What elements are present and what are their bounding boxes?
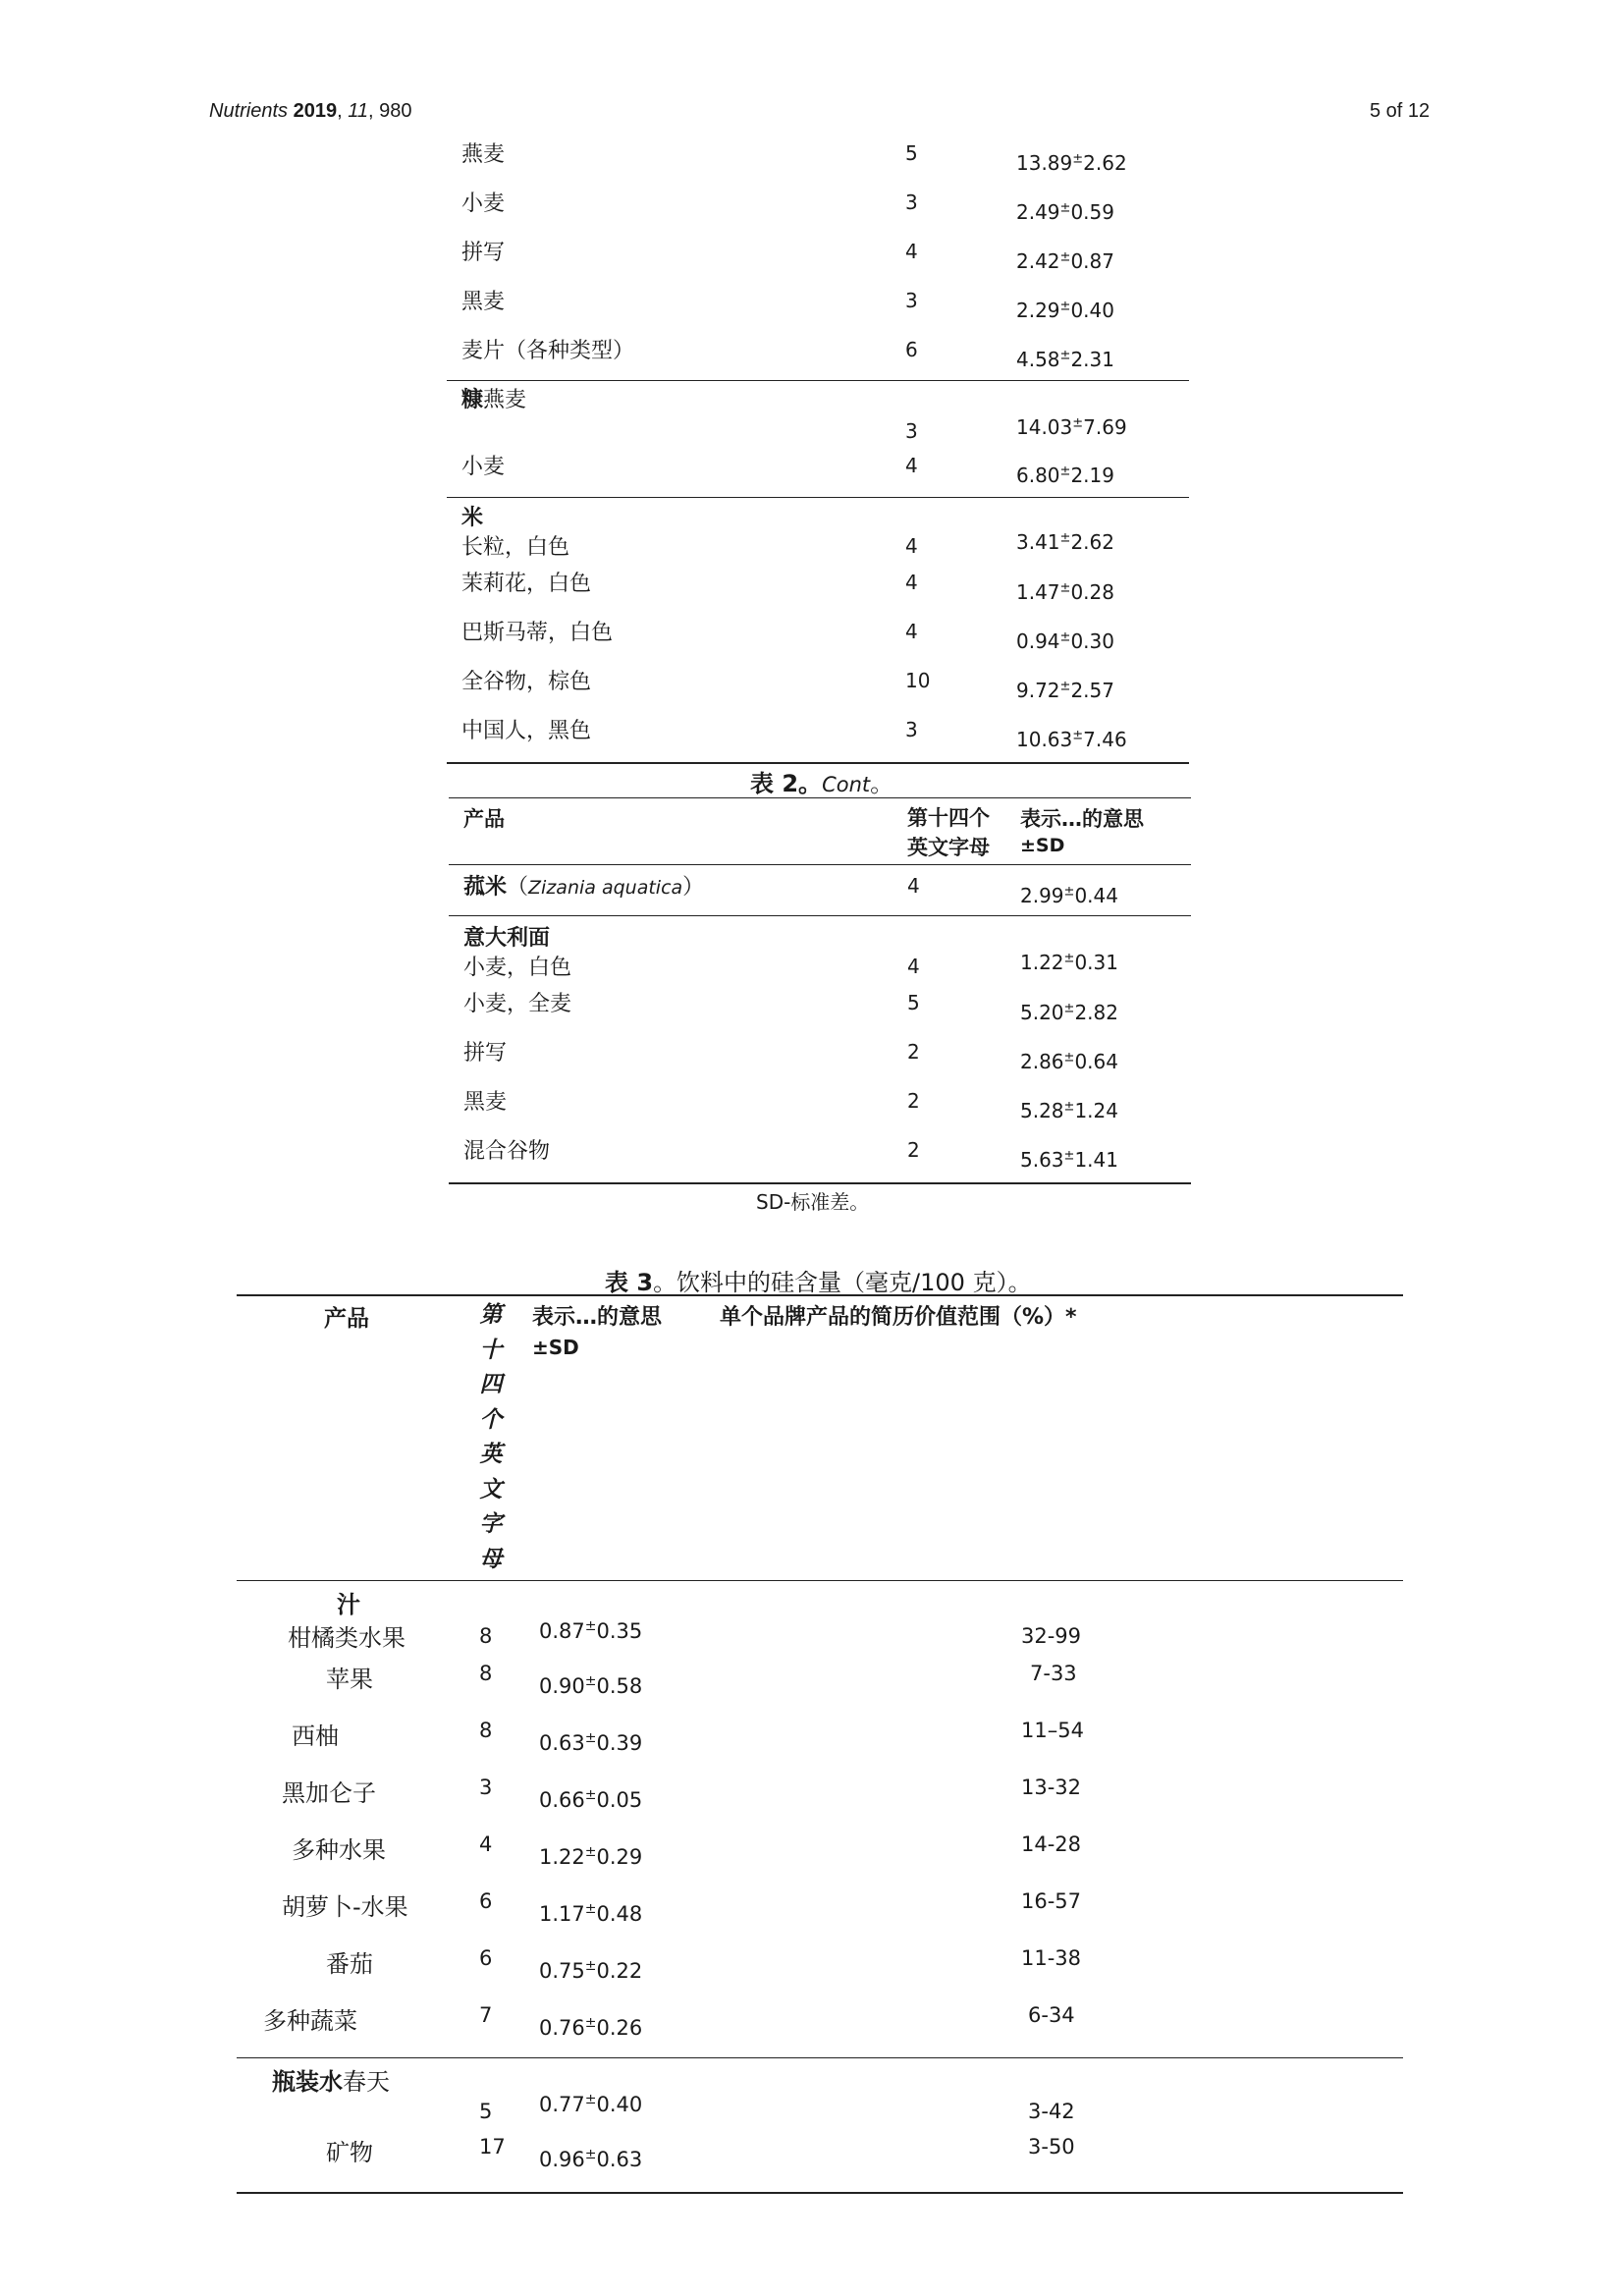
table-row	[237, 1774, 1403, 1829]
table-row	[237, 1717, 1403, 1772]
journal-volume: 11	[348, 100, 368, 122]
mean-sd-cell: 2.42±0.87	[1016, 249, 1114, 273]
n-cell: 5	[905, 141, 918, 165]
product-cell: 黑麦	[463, 1090, 508, 1115]
col-header-mean: 表示…的意思	[1020, 807, 1144, 831]
product-cell: 黑麦	[461, 290, 506, 314]
table-rule	[447, 497, 1189, 498]
table-rule	[237, 1294, 1403, 1296]
journal-year: 2019	[293, 100, 338, 122]
range-cell: 11–54	[1021, 1719, 1084, 1742]
n-cell: 8	[479, 1719, 493, 1742]
n-cell: 3	[905, 289, 918, 312]
n-cell: 6	[479, 1889, 493, 1913]
n-cell: 4	[907, 955, 920, 978]
mean-sd-cell: 1.17±0.48	[539, 1901, 643, 1926]
n-cell: 10	[905, 669, 931, 692]
product-cell: 长粒，白色	[461, 535, 570, 560]
n-cell: 4	[905, 534, 918, 558]
range-cell: 3-50	[1028, 2135, 1075, 2159]
mean-sd-cell: 2.99±0.44	[1020, 884, 1118, 907]
n-cell: 4	[905, 454, 918, 477]
table3-header	[237, 1300, 1403, 1575]
mean-sd-cell: 0.90±0.58	[539, 1673, 643, 1698]
mean-sd-cell: 5.28±1.24	[1020, 1099, 1118, 1122]
range-cell: 14-28	[1021, 1832, 1082, 1856]
product-cell: 多种蔬菜	[263, 2007, 357, 2035]
table-rule	[449, 915, 1191, 916]
n-cell: 4	[479, 1832, 493, 1856]
n-cell: 7	[479, 2003, 493, 2027]
n-cell: 6	[479, 1946, 493, 1970]
mean-sd-cell: 9.72±2.57	[1016, 679, 1114, 702]
mean-sd-cell: 10.63±7.46	[1016, 728, 1127, 751]
mean-sd-cell: 1.22±0.29	[539, 1844, 643, 1869]
product-cell: 矿物	[326, 2139, 373, 2166]
mean-sd-cell: 0.76±0.26	[539, 2015, 643, 2040]
table-rule	[449, 797, 1191, 798]
product-cell: 巴斯马蒂，白色	[461, 621, 614, 645]
mean-sd-cell: 3.41±2.62	[1016, 530, 1114, 554]
mean-sd-cell: 2.29±0.40	[1016, 299, 1114, 322]
mean-sd-cell: 0.66±0.05	[539, 1787, 643, 1812]
range-cell: 3-42	[1028, 2100, 1075, 2123]
table-rule	[449, 864, 1191, 865]
product-cell: 小麦，全麦	[463, 992, 572, 1016]
product-cell: 混合谷物	[463, 1139, 551, 1164]
product-cell: 燕麦	[461, 142, 506, 167]
range-cell: 7-33	[1030, 1662, 1077, 1685]
mean-sd-cell: 13.89±2.62	[1016, 151, 1127, 175]
mean-sd-cell: 4.58±2.31	[1016, 348, 1114, 371]
page-number: 5 of 12	[1370, 100, 1431, 122]
mean-sd-cell: 0.94±0.30	[1016, 629, 1114, 653]
n-cell: 2	[907, 1089, 920, 1113]
table-row	[237, 1831, 1403, 1886]
table-row	[237, 2001, 1403, 2056]
journal-name: Nutrients	[209, 100, 289, 122]
product-cell: 黑加仑子	[282, 1779, 376, 1807]
table2-cont-caption: 表 2。Cont。	[750, 770, 894, 797]
group-label: 糠燕麦	[461, 388, 527, 412]
product-cell: 拼写	[461, 241, 506, 265]
table-rule	[237, 2057, 1403, 2058]
journal-pages: 980	[379, 100, 412, 122]
col-header-mean: 表示…的意思	[532, 1305, 663, 1330]
mean-sd-cell: 2.86±0.64	[1020, 1050, 1118, 1073]
col-header-n-vertical: 第 十 四 个 英 文 字 母	[479, 1302, 503, 1572]
n-cell: 4	[907, 874, 920, 898]
product-cell: 西柚	[292, 1722, 339, 1750]
n-cell: 8	[479, 1662, 493, 1685]
col-header-range: 单个品牌产品的简历价值范围（%）*	[720, 1305, 1077, 1330]
product-cell: 小麦	[461, 455, 506, 479]
mean-sd-cell: 0.96±0.63	[539, 2147, 643, 2171]
table-rule	[237, 2192, 1403, 2194]
range-cell: 16-57	[1021, 1889, 1082, 1913]
n-cell: 2	[907, 1040, 920, 1064]
mean-sd-cell: 0.75±0.22	[539, 1958, 643, 1983]
n-cell: 4	[905, 571, 918, 594]
mean-sd-cell: 1.47±0.28	[1016, 580, 1114, 604]
n-cell: 6	[905, 338, 918, 361]
table-rule	[447, 380, 1189, 381]
product-cell: 拼写	[463, 1041, 508, 1066]
n-cell: 4	[905, 620, 918, 643]
n-cell: 8	[479, 1624, 493, 1648]
col-header-product: 产品	[463, 807, 505, 831]
range-cell: 32-99	[1021, 1624, 1082, 1648]
n-cell: 17	[479, 2135, 506, 2159]
product-cell: 柑橘类水果	[288, 1624, 406, 1652]
table-row	[237, 1944, 1403, 1999]
group-label: 米	[461, 506, 484, 530]
product-cell: 番茄	[326, 1950, 373, 1978]
col-header-sd: ±SD	[1020, 835, 1065, 856]
table-rule	[449, 1182, 1191, 1184]
n-cell: 4	[905, 240, 918, 263]
group-label: 意大利面	[463, 926, 551, 951]
table-rule	[237, 1580, 1403, 1581]
n-cell: 3	[905, 191, 918, 214]
range-cell: 13-32	[1021, 1776, 1082, 1799]
mean-sd-cell: 5.63±1.41	[1020, 1148, 1118, 1172]
product-cell: 菰米（Zizania aquatica）	[463, 875, 705, 900]
n-cell: 3	[905, 718, 918, 741]
product-cell: 多种水果	[292, 1836, 386, 1864]
table2-footnote: SD-标准差。	[756, 1190, 870, 1214]
product-cell: 中国人，黑色	[461, 719, 592, 743]
mean-sd-cell: 6.80±2.19	[1016, 464, 1114, 487]
n-cell: 5	[907, 991, 920, 1014]
running-header-citation: Nutrients 2019, 11, 980	[209, 100, 412, 122]
group-label: 瓶装水春天	[272, 2068, 390, 2096]
product-cell: 全谷物，棕色	[461, 670, 592, 694]
n-cell: 3	[479, 1776, 493, 1799]
n-cell: 5	[479, 2100, 493, 2123]
n-cell: 2	[907, 1138, 920, 1162]
range-cell: 11-38	[1021, 1946, 1082, 1970]
product-cell: 小麦	[461, 191, 506, 216]
table-row	[237, 1887, 1403, 1942]
mean-sd-cell: 5.20±2.82	[1020, 1001, 1118, 1024]
col-header-n: 第十四个英文字母	[907, 806, 990, 859]
table-row	[237, 2133, 1403, 2188]
n-cell: 3	[905, 419, 918, 443]
product-cell: 麦片（各种类型）	[461, 339, 635, 363]
col-header-sd: ±SD	[532, 1336, 579, 1359]
table-row	[237, 1660, 1403, 1715]
product-cell: 胡萝卜-水果	[282, 1893, 408, 1921]
group-label: 汁	[337, 1591, 360, 1618]
mean-sd-cell: 2.49±0.59	[1016, 200, 1114, 224]
mean-sd-cell: 0.63±0.39	[539, 1730, 643, 1755]
product-cell: 茉莉花，白色	[461, 572, 592, 596]
col-header-product: 产品	[324, 1306, 369, 1332]
mean-sd-cell: 0.87±0.35	[539, 1618, 643, 1643]
mean-sd-cell: 0.77±0.40	[539, 2092, 643, 2116]
range-cell: 6-34	[1028, 2003, 1075, 2027]
product-cell: 小麦，白色	[463, 956, 572, 980]
table3-caption: 表 3。饮料中的硅含量（毫克/100 克）。	[605, 1269, 1032, 1296]
mean-sd-cell: 14.03±7.69	[1016, 415, 1127, 439]
product-cell: 苹果	[326, 1666, 373, 1693]
mean-sd-cell: 1.22±0.31	[1020, 951, 1118, 974]
